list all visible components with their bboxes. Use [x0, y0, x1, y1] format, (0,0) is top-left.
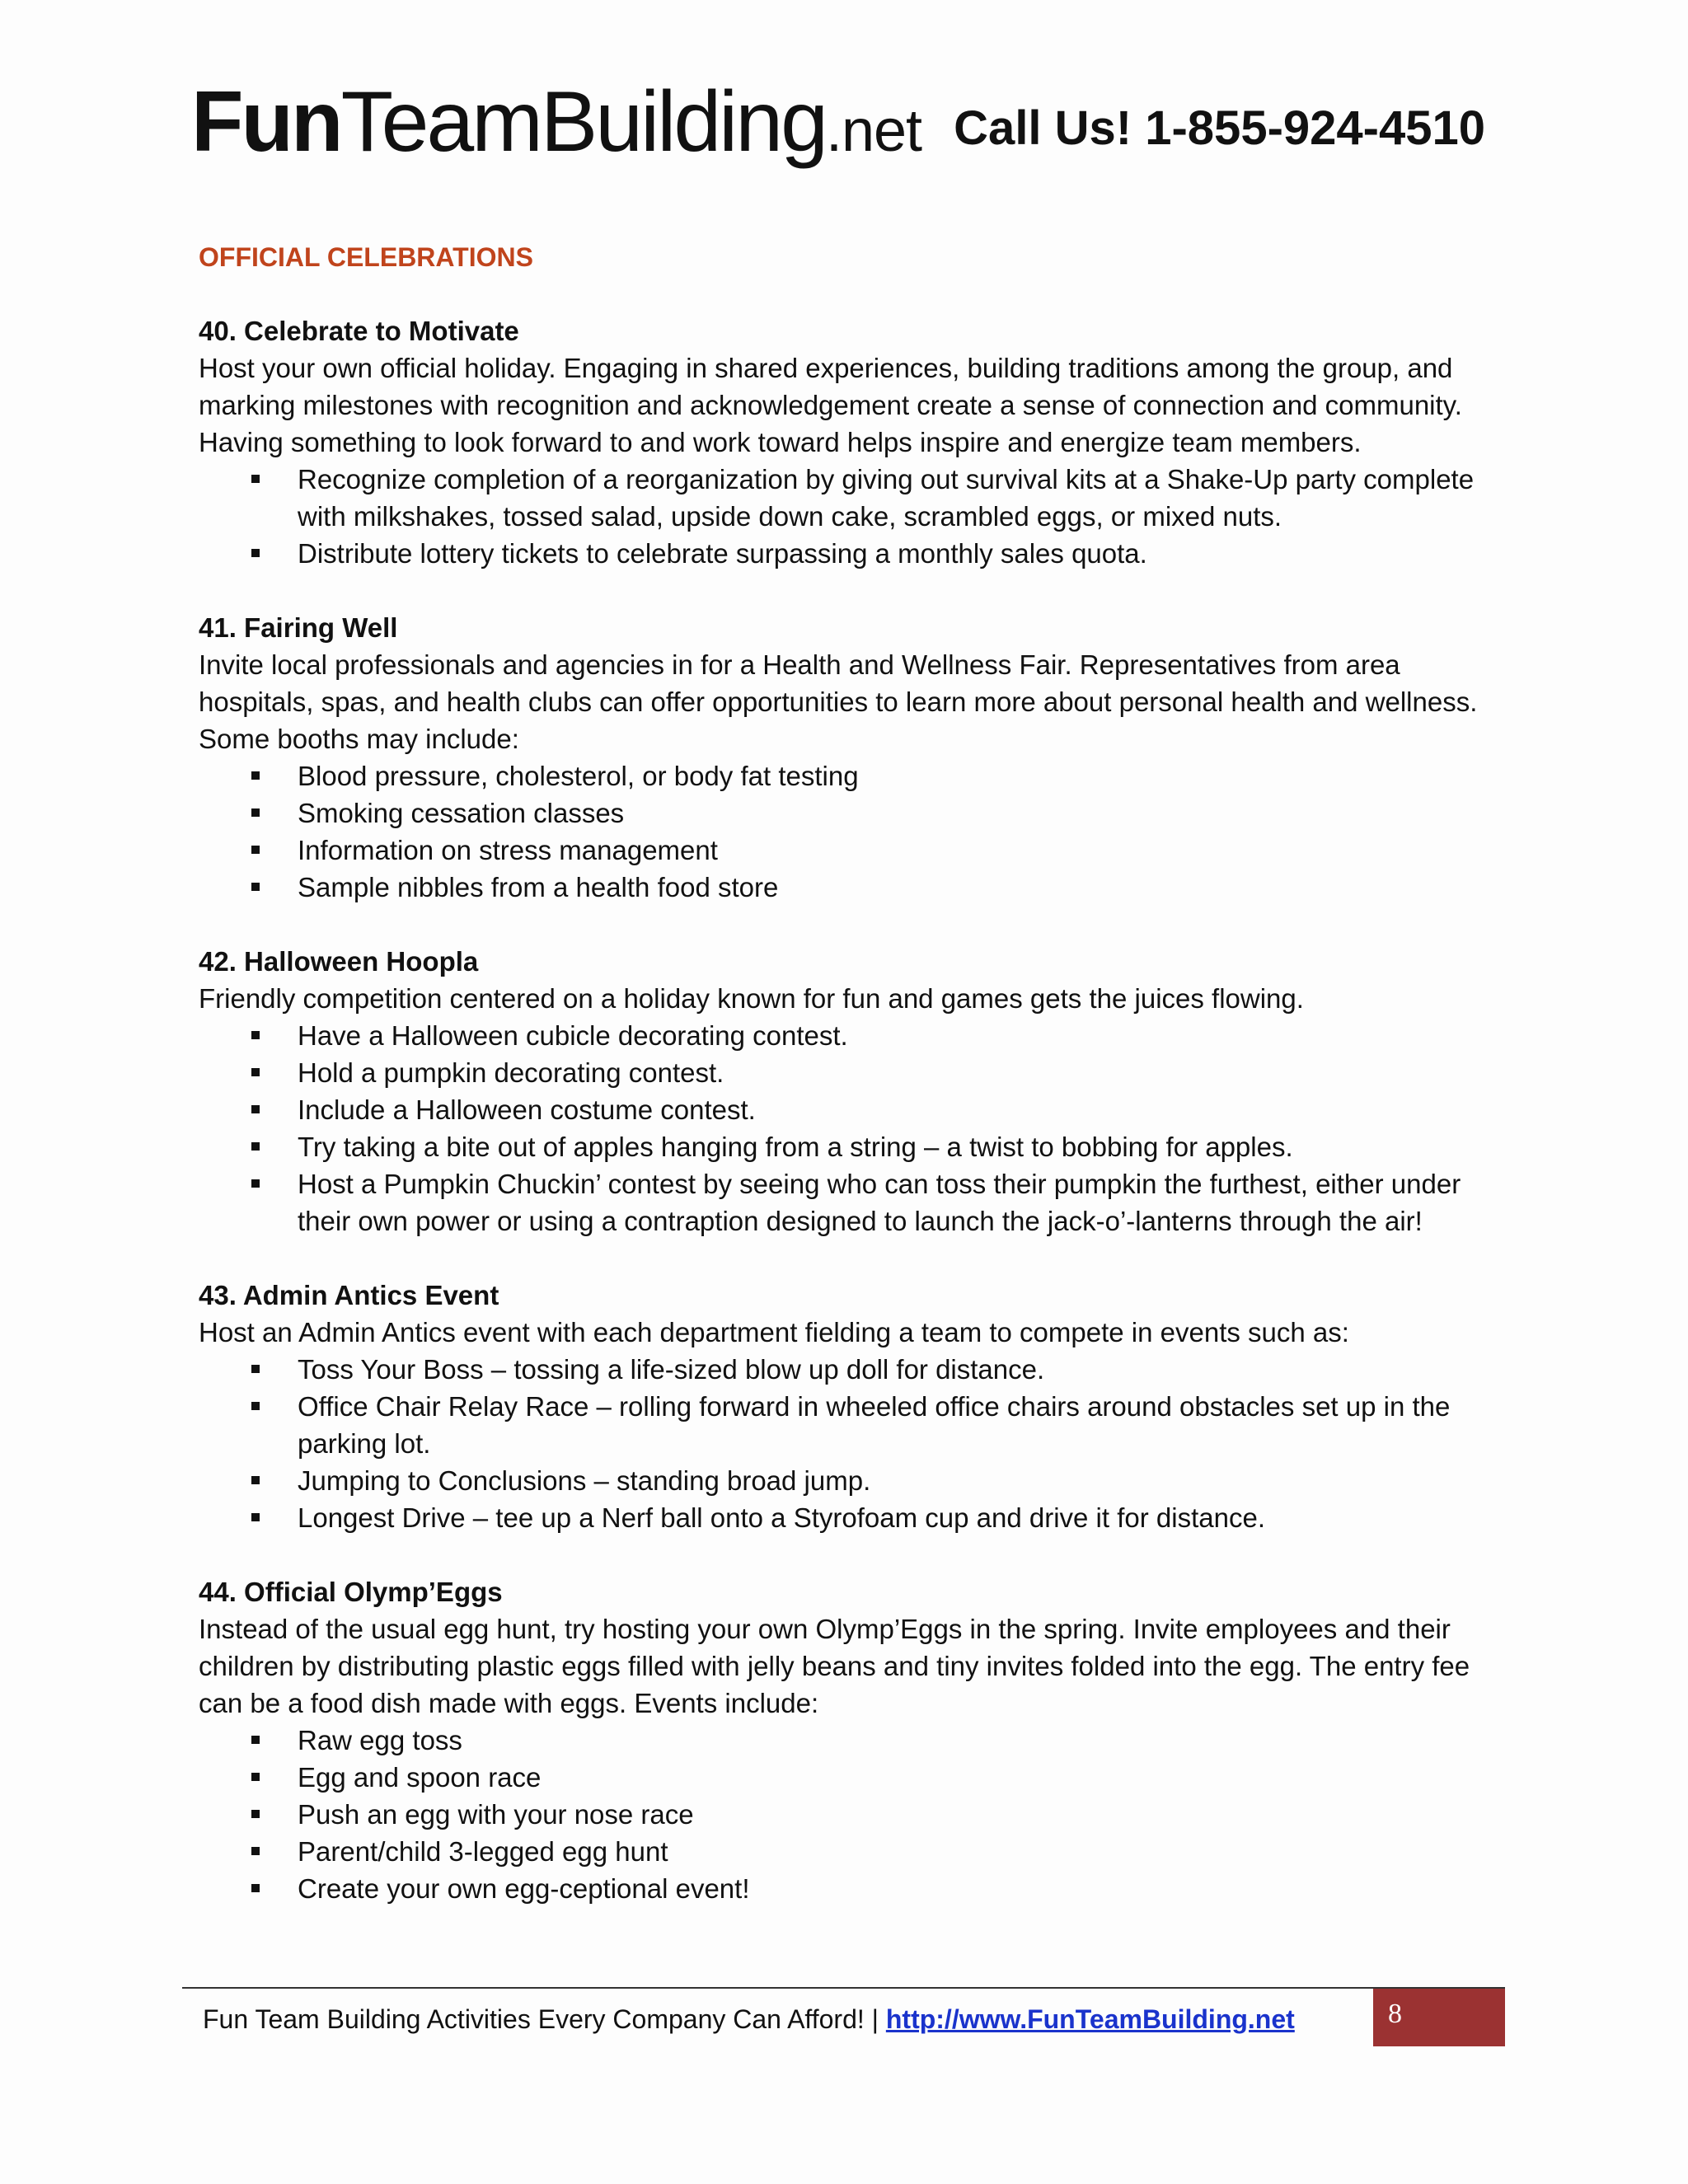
bullet-text: Information on stress management — [298, 835, 718, 865]
bullet-text: Longest Drive – tee up a Nerf ball onto a Styrofoam cup and drive it for distance. — [298, 1502, 1265, 1533]
square-bullet-icon — [251, 1476, 260, 1484]
bullet-text: Sample nibbles from a health food store — [298, 872, 779, 902]
bullet-text: Host a Pumpkin Chuckin’ contest by seeing who can toss their pumpkin the furthest, either under their own power or using a contraption designed to launch the jack-o’-lanterns through the air! — [298, 1169, 1461, 1236]
square-bullet-icon — [251, 1810, 260, 1818]
bullet-item — [199, 1388, 1501, 1462]
bullet-item — [199, 1499, 1501, 1536]
square-bullet-icon — [251, 1884, 260, 1892]
square-bullet-icon — [251, 1365, 260, 1373]
page-header — [191, 74, 1493, 186]
bullet-item — [199, 757, 1501, 794]
page-number: 8 — [1388, 1999, 1402, 2029]
footer — [203, 2001, 1295, 2037]
footer-website-link[interactable]: http://www.FunTeamBuilding.net — [885, 2004, 1295, 2034]
bullet-text: Try taking a bite out of apples hanging from a string – a twist to bobbing for apples. — [298, 1132, 1293, 1162]
bullet-text: Blood pressure, cholesterol, or body fat testing — [298, 761, 859, 791]
bullet-item — [199, 1351, 1501, 1388]
square-bullet-icon — [251, 771, 260, 780]
bullet-text: Create your own egg-ceptional event! — [298, 1873, 750, 1904]
logo-fun: Fun — [191, 74, 341, 170]
bullet-text: Hold a pumpkin decorating contest. — [298, 1057, 724, 1088]
square-bullet-icon — [251, 808, 260, 817]
footer-divider — [182, 1987, 1505, 1989]
activity-block — [199, 609, 1501, 906]
bullet-item — [199, 1017, 1501, 1054]
page-number-box — [1373, 1989, 1505, 2046]
activity-block — [199, 1277, 1501, 1536]
bullet-item — [199, 869, 1501, 906]
bullet-item — [199, 1091, 1501, 1128]
activity-description: Host an Admin Antics event with each department fielding a team to compete in events such as: — [199, 1317, 1349, 1347]
bullet-item — [199, 535, 1501, 572]
bullet-item — [199, 1128, 1501, 1165]
activity-title: 42. Halloween Hoopla — [199, 946, 479, 977]
activity-block — [199, 312, 1501, 572]
bullet-text: Parent/child 3-legged egg hunt — [298, 1836, 668, 1867]
bullet-item — [199, 1870, 1501, 1907]
bullet-text: Recognize completion of a reorganization by giving out survival kits at a Shake-Up party complete with milkshakes, tossed salad, upside down cake, scrambled eggs, or mixed nuts. — [298, 464, 1475, 532]
bullet-item — [199, 794, 1501, 832]
square-bullet-icon — [251, 846, 260, 854]
activity-title: 41. Fairing Well — [199, 612, 398, 643]
bullet-item — [199, 1759, 1501, 1796]
bullet-text: Push an egg with your nose race — [298, 1799, 694, 1830]
square-bullet-icon — [251, 1736, 260, 1744]
activity-title: 43. Admin Antics Event — [199, 1280, 499, 1310]
bullet-text: Office Chair Relay Race – rolling forward in wheeled office chairs around obstacles set up in the parking lot. — [298, 1391, 1451, 1459]
bullet-item — [199, 1462, 1501, 1499]
square-bullet-icon — [251, 883, 260, 891]
bullet-item — [199, 832, 1501, 869]
activity-description: Invite local professionals and agencies in for a Health and Wellness Fair. Representatives from area hospitals, spas, and health clubs can offer opportunities to learn more about personal health and wellness. Some booths may include: — [199, 649, 1478, 754]
bullet-text: Toss Your Boss – tossing a life-sized blow up doll for distance. — [298, 1354, 1045, 1385]
bullet-text: Include a Halloween costume contest. — [298, 1094, 756, 1125]
square-bullet-icon — [251, 1179, 260, 1188]
logo-net: .net — [825, 98, 922, 164]
bullet-list — [199, 757, 1501, 906]
bullet-list — [199, 461, 1501, 572]
page-content — [199, 239, 1501, 1944]
bullet-item — [199, 1796, 1501, 1833]
square-bullet-icon — [251, 1402, 260, 1410]
square-bullet-icon — [251, 1068, 260, 1076]
bullet-list — [199, 1722, 1501, 1907]
activity-description: Friendly competition centered on a holiday known for fun and games gets the juices flowing. — [199, 983, 1304, 1014]
bullet-item — [199, 1165, 1501, 1240]
bullet-text: Have a Halloween cubicle decorating contest. — [298, 1020, 848, 1051]
square-bullet-icon — [251, 1773, 260, 1781]
square-bullet-icon — [251, 475, 260, 483]
activity-description: Host your own official holiday. Engaging in shared experiences, building traditions among the group, and marking milestones with recognition and acknowledgement create a sense of connection and community. Having something to look forward to and work toward helps inspire and energize team members. — [199, 353, 1462, 457]
square-bullet-icon — [251, 1105, 260, 1113]
activity-block — [199, 1573, 1501, 1907]
bullet-item — [199, 1833, 1501, 1870]
activity-description: Instead of the usual egg hunt, try hosting your own Olymp’Eggs in the spring. Invite employees and their children by distributing plastic eggs filled with jelly beans and tiny invites folded into the egg. The entry fee can be a food dish made with eggs. Events include: — [199, 1614, 1470, 1718]
bullet-text: Distribute lottery tickets to celebrate surpassing a monthly sales quota. — [298, 538, 1147, 569]
bullet-item — [199, 1722, 1501, 1759]
square-bullet-icon — [251, 549, 260, 557]
bullet-text: Egg and spoon race — [298, 1762, 542, 1793]
logo-teambuilding: TeamBuilding — [340, 74, 826, 170]
bullet-item — [199, 461, 1501, 535]
bullet-text: Raw egg toss — [298, 1725, 462, 1755]
activity-title: 44. Official Olymp’Eggs — [199, 1577, 503, 1607]
activities-list — [199, 312, 1501, 1907]
square-bullet-icon — [251, 1513, 260, 1521]
bullet-list — [199, 1351, 1501, 1536]
activity-block — [199, 943, 1501, 1240]
activity-title: 40. Celebrate to Motivate — [199, 316, 519, 346]
square-bullet-icon — [251, 1847, 260, 1855]
funteambuilding-logo — [191, 74, 922, 170]
call-us-phone: Call Us! 1-855-924-4510 — [954, 101, 1485, 155]
bullet-item — [199, 1054, 1501, 1091]
bullet-text: Smoking cessation classes — [298, 798, 625, 828]
square-bullet-icon — [251, 1031, 260, 1039]
bullet-list — [199, 1017, 1501, 1240]
square-bullet-icon — [251, 1142, 260, 1151]
footer-text: Fun Team Building Activities Every Company Can Afford! | — [203, 2004, 886, 2034]
section-title: OFFICIAL CELEBRATIONS — [199, 242, 533, 272]
bullet-text: Jumping to Conclusions – standing broad jump. — [298, 1465, 871, 1496]
